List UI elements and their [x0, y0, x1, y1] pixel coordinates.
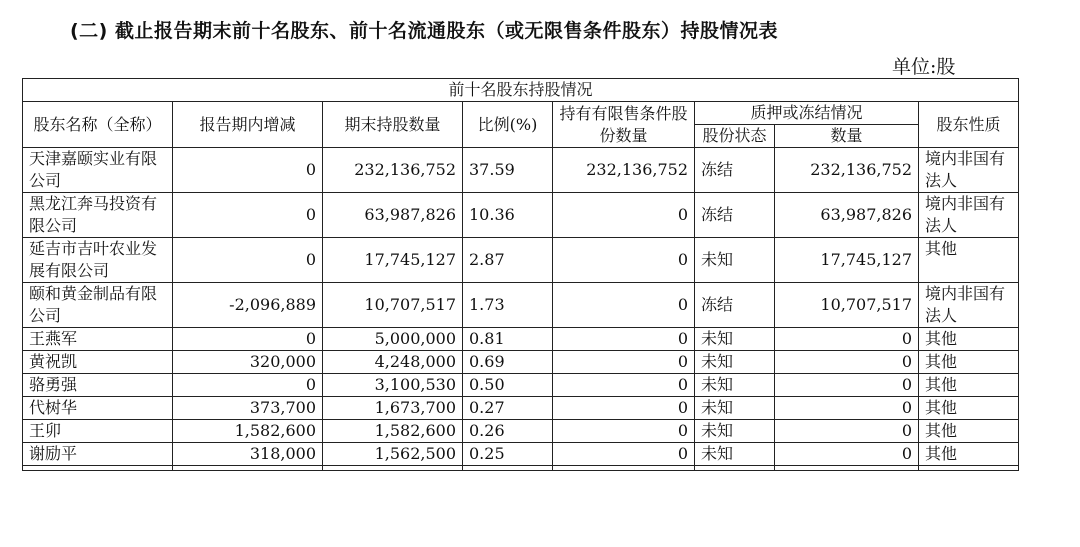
table-row: [23, 397, 1019, 420]
ratio-cell: 0.26: [463, 420, 553, 443]
nature-cell: 境内非国有法人: [919, 283, 1019, 328]
holder-name: 黑龙江奔马投资有限公司: [23, 193, 173, 238]
ratio-cell: 0.50: [463, 374, 553, 397]
pledge-status-cell: 未知: [695, 351, 775, 374]
restricted-cell: 0: [553, 374, 695, 397]
continuation-cell: [323, 466, 463, 471]
shares-cell: 4,248,000: [323, 351, 463, 374]
change-cell: 1,582,600: [173, 420, 323, 443]
holder-name: 天津嘉颐实业有限公司: [23, 148, 173, 193]
change-cell: -2,096,889: [173, 283, 323, 328]
pledge-qty-cell: 0: [775, 420, 919, 443]
change-cell: 0: [173, 193, 323, 238]
nature-cell: 其他: [919, 397, 1019, 420]
table-row: [23, 148, 1019, 193]
table-row: [23, 283, 1019, 328]
ratio-cell: 1.73: [463, 283, 553, 328]
pledge-status-cell: 未知: [695, 443, 775, 466]
header-nature: 股东性质: [919, 102, 1019, 148]
pledge-status-cell: 冻结: [695, 283, 775, 328]
continuation-cell: [775, 466, 919, 471]
pledge-status-cell: 冻结: [695, 193, 775, 238]
change-cell: 373,700: [173, 397, 323, 420]
header-shares: 期末持股数量: [323, 102, 463, 148]
shares-cell: 1,562,500: [323, 443, 463, 466]
shares-cell: 232,136,752: [323, 148, 463, 193]
holder-name: 代树华: [23, 397, 173, 420]
holder-name: 黄祝凯: [23, 351, 173, 374]
table-continuation: [23, 466, 1019, 471]
shares-cell: 1,673,700: [323, 397, 463, 420]
restricted-cell: 0: [553, 420, 695, 443]
change-cell: 320,000: [173, 351, 323, 374]
restricted-cell: 0: [553, 443, 695, 466]
table-row: [23, 328, 1019, 351]
restricted-cell: 0: [553, 193, 695, 238]
restricted-cell: 0: [553, 238, 695, 283]
header-pledge-group: 质押或冻结情况: [695, 102, 919, 125]
ratio-cell: 0.27: [463, 397, 553, 420]
nature-cell: 其他: [919, 238, 1019, 283]
pledge-qty-cell: 0: [775, 397, 919, 420]
shares-cell: 5,000,000: [323, 328, 463, 351]
header-change: 报告期内增减: [173, 102, 323, 148]
pledge-qty-cell: 232,136,752: [775, 148, 919, 193]
pledge-status-cell: 未知: [695, 420, 775, 443]
pledge-qty-cell: 10,707,517: [775, 283, 919, 328]
change-cell: 0: [173, 328, 323, 351]
table-row: [23, 443, 1019, 466]
restricted-cell: 0: [553, 397, 695, 420]
continuation-cell: [23, 466, 173, 471]
continuation-cell: [919, 466, 1019, 471]
continuation-cell: [463, 466, 553, 471]
pledge-status-cell: 冻结: [695, 148, 775, 193]
table-row: [23, 238, 1019, 283]
change-cell: 0: [173, 374, 323, 397]
nature-cell: 境内非国有法人: [919, 193, 1019, 238]
table-caption: 前十名股东持股情况: [23, 79, 1019, 102]
nature-cell: 其他: [919, 420, 1019, 443]
pledge-status-cell: 未知: [695, 397, 775, 420]
unit-label: 单位:股: [892, 56, 956, 78]
pledge-status-cell: 未知: [695, 374, 775, 397]
ratio-cell: 0.25: [463, 443, 553, 466]
holder-name: 王卯: [23, 420, 173, 443]
change-cell: 0: [173, 148, 323, 193]
change-cell: 0: [173, 238, 323, 283]
restricted-cell: 0: [553, 328, 695, 351]
pledge-qty-cell: 17,745,127: [775, 238, 919, 283]
change-cell: 318,000: [173, 443, 323, 466]
restricted-cell: 0: [553, 283, 695, 328]
section-title: (二) 截止报告期末前十名股东、前十名流通股东（或无限售条件股东）持股情况表: [70, 20, 778, 42]
shares-cell: 10,707,517: [323, 283, 463, 328]
table-row: [23, 351, 1019, 374]
pledge-qty-cell: 0: [775, 374, 919, 397]
continuation-cell: [695, 466, 775, 471]
pledge-qty-cell: 63,987,826: [775, 193, 919, 238]
holder-name: 延吉市吉叶农业发展有限公司: [23, 238, 173, 283]
nature-cell: 其他: [919, 351, 1019, 374]
pledge-qty-cell: 0: [775, 328, 919, 351]
shares-cell: 3,100,530: [323, 374, 463, 397]
ratio-cell: 0.69: [463, 351, 553, 374]
header-name: 股东名称（全称）: [23, 102, 173, 148]
ratio-cell: 0.81: [463, 328, 553, 351]
shareholders-table: [22, 78, 1019, 471]
pledge-status-cell: 未知: [695, 238, 775, 283]
holder-name: 颐和黄金制品有限公司: [23, 283, 173, 328]
continuation-cell: [173, 466, 323, 471]
ratio-cell: 10.36: [463, 193, 553, 238]
nature-cell: 其他: [919, 374, 1019, 397]
header-restricted: 持有有限售条件股份数量: [553, 102, 695, 148]
holder-name: 谢励平: [23, 443, 173, 466]
table-row: [23, 374, 1019, 397]
holder-name: 骆勇强: [23, 374, 173, 397]
continuation-cell: [553, 466, 695, 471]
shares-cell: 17,745,127: [323, 238, 463, 283]
table-row: [23, 420, 1019, 443]
pledge-qty-cell: 0: [775, 351, 919, 374]
ratio-cell: 2.87: [463, 238, 553, 283]
header-ratio: 比例(%): [463, 102, 553, 148]
pledge-qty-cell: 0: [775, 443, 919, 466]
nature-cell: 境内非国有法人: [919, 148, 1019, 193]
nature-cell: 其他: [919, 328, 1019, 351]
header-pledge-status: 股份状态: [695, 125, 775, 148]
restricted-cell: 0: [553, 351, 695, 374]
ratio-cell: 37.59: [463, 148, 553, 193]
shares-cell: 1,582,600: [323, 420, 463, 443]
pledge-status-cell: 未知: [695, 328, 775, 351]
shares-cell: 63,987,826: [323, 193, 463, 238]
table-row: [23, 193, 1019, 238]
header-pledge-qty: 数量: [775, 125, 919, 148]
holder-name: 王燕军: [23, 328, 173, 351]
nature-cell: 其他: [919, 443, 1019, 466]
restricted-cell: 232,136,752: [553, 148, 695, 193]
